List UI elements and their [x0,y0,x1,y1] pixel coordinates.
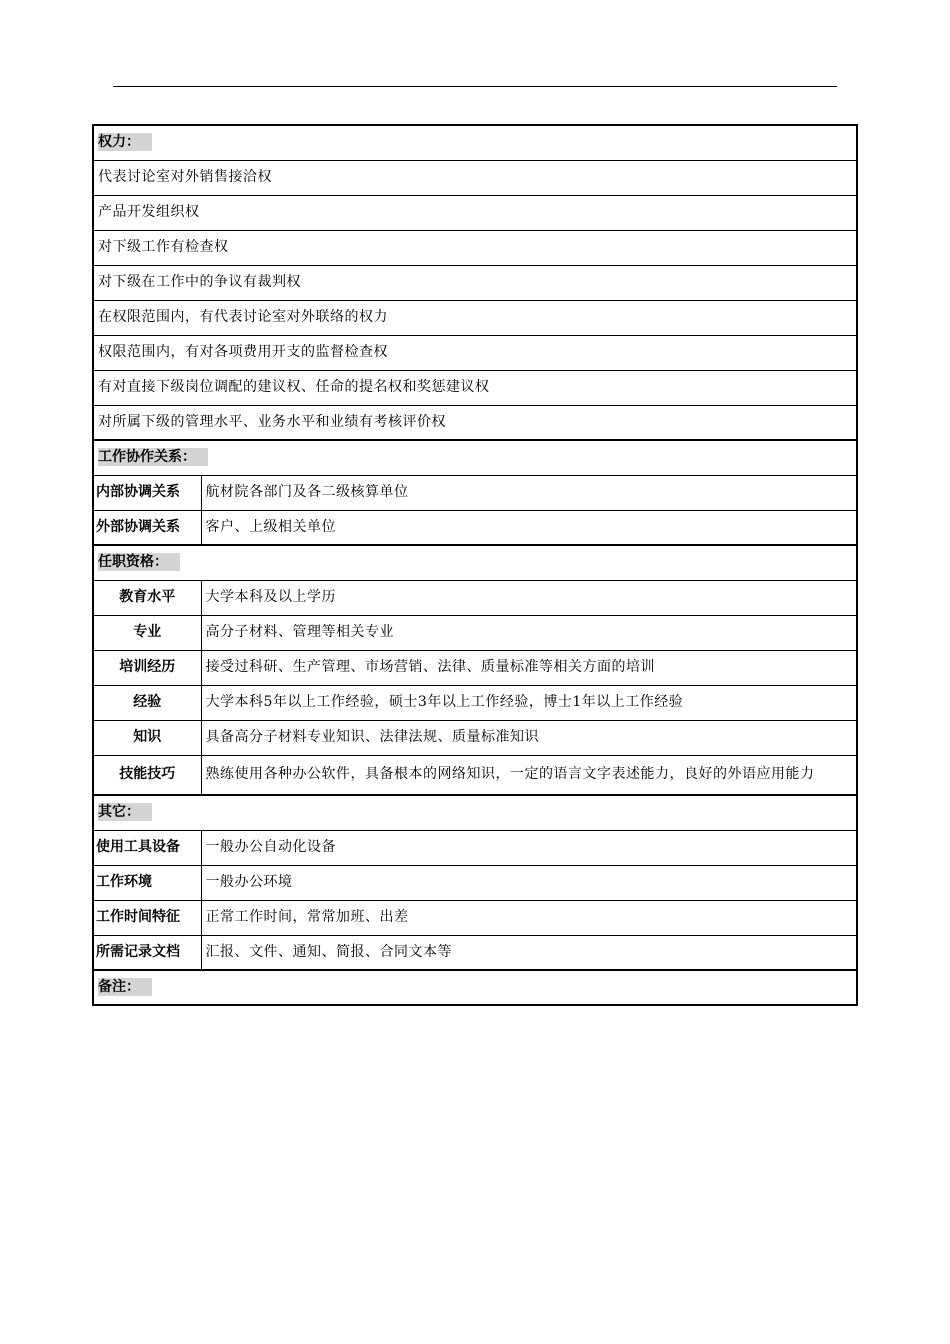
power-item-text: 对下级工作有检查权 [93,230,857,265]
power-item-text: 代表讨论室对外销售接洽权 [93,160,857,195]
power-item-text: 对所属下级的管理水平、业务水平和业绩有考核评价权 [93,405,857,440]
qualification-row [93,615,857,650]
section-notes-header [93,970,857,1005]
power-item [93,335,857,370]
row-label: 培训经历 [93,650,201,685]
qualification-row [93,580,857,615]
row-label: 教育水平 [93,580,201,615]
row-label: 工作环境 [93,865,201,900]
section-qualifications-header [93,545,857,580]
row-value: 航材院各部门及各二级核算单位 [201,475,857,510]
power-item [93,160,857,195]
row-value: 熟练使用各种办公软件，具备根本的网络知识，一定的语言文字表述能力，良好的外语应用能力 [201,755,857,795]
row-value: 高分子材料、管理等相关专业 [201,615,857,650]
job-description-table [92,124,858,1006]
section-title-notes: 备注： [98,978,152,996]
other-row [93,900,857,935]
power-item [93,300,857,335]
row-label: 使用工具设备 [93,830,201,865]
power-item [93,195,857,230]
power-item [93,265,857,300]
power-item [93,230,857,265]
power-item-text: 有对直接下级岗位调配的建议权、任命的提名权和奖惩建议权 [93,370,857,405]
row-label: 知识 [93,720,201,755]
row-label: 经验 [93,685,201,720]
row-label: 专业 [93,615,201,650]
row-label: 外部协调关系 [93,510,201,545]
power-item [93,405,857,440]
power-item-text: 权限范围内，有对各项费用开支的监督检查权 [93,335,857,370]
row-label: 技能技巧 [93,755,201,795]
section-title-powers: 权力： [98,133,152,151]
power-item-text: 对下级在工作中的争议有裁判权 [93,265,857,300]
section-title-cooperation: 工作协作关系： [98,448,208,466]
qualification-row [93,720,857,755]
row-value: 一般办公环境 [201,865,857,900]
other-row [93,935,857,970]
row-value: 具备高分子材料专业知识、法律法规、质量标准知识 [201,720,857,755]
cooperation-row [93,510,857,545]
other-row [93,830,857,865]
power-item-text: 在权限范围内，有代表讨论室对外联络的权力 [93,300,857,335]
qualification-row [93,650,857,685]
row-value: 汇报、文件、通知、简报、合同文本等 [201,935,857,970]
row-label: 内部协调关系 [93,475,201,510]
qualification-row [93,685,857,720]
row-value: 大学本科及以上学历 [201,580,857,615]
row-value: 一般办公自动化设备 [201,830,857,865]
cooperation-row [93,475,857,510]
row-value: 大学本科5年以上工作经验，硕士3年以上工作经验，博士1年以上工作经验 [201,685,857,720]
section-other-header [93,795,857,830]
section-title-other: 其它： [98,803,152,821]
other-row [93,865,857,900]
row-label: 所需记录文档 [93,935,201,970]
section-powers-header [93,125,857,160]
row-label: 工作时间特征 [93,900,201,935]
row-value: 客户、上级相关单位 [201,510,857,545]
section-cooperation-header [93,440,857,475]
row-value: 接受过科研、生产管理、市场营销、法律、质量标准等相关方面的培训 [201,650,857,685]
qualification-row [93,755,857,795]
section-title-qualifications: 任职资格： [98,553,180,571]
row-value: 正常工作时间，常常加班、出差 [201,900,857,935]
power-item [93,370,857,405]
header-rule [113,86,837,87]
power-item-text: 产品开发组织权 [93,195,857,230]
